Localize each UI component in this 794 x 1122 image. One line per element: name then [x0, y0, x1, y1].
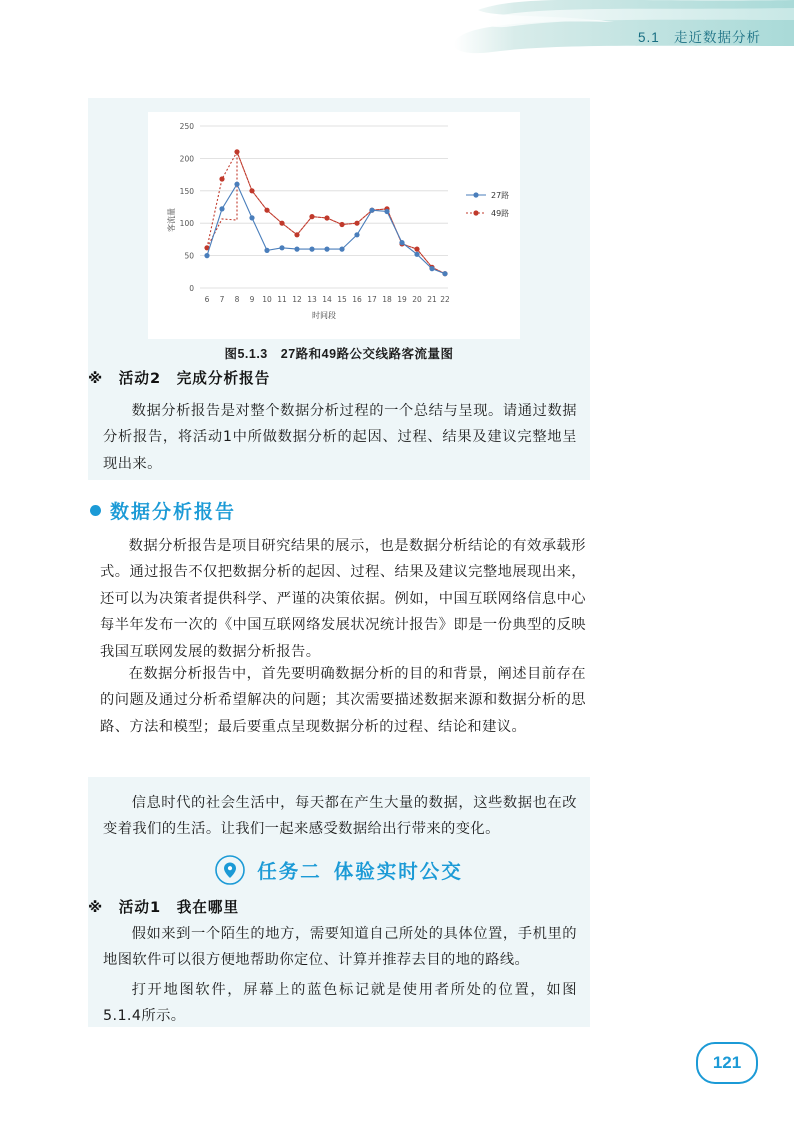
task-title: 体验实时公交: [333, 860, 463, 883]
activity1-paragraph-1: 假如来到一个陌生的地方，需要知道自己所处的具体位置，手机里的地图软件可以很方便地帮助你定位、计算并推荐去目的地的路线。: [103, 926, 577, 969]
svg-text:12: 12: [292, 295, 302, 304]
svg-text:49路: 49路: [491, 209, 510, 218]
task-banner: [88, 855, 590, 885]
svg-text:50: 50: [184, 251, 194, 261]
page-header: [434, 0, 794, 62]
svg-text:150: 150: [179, 186, 194, 196]
svg-text:8: 8: [234, 295, 240, 304]
svg-text:9: 9: [249, 295, 255, 304]
activity1-heading: ※ 活动1 我在哪里: [88, 899, 240, 916]
activity1-paragraph-2: 打开地图软件，屏幕上的蓝色标记就是使用者所处的位置，如图5.1.4所示。: [103, 982, 577, 1025]
report-paragraph-1: 数据分析报告是项目研究结果的展示，也是数据分析结论的有效承载形式。通过报告不仅把数据分析的起因、过程、结果及建议完整地展现出来，还可以为决策者提供科学、严谨的决策依据。例如，中国互联网络信息中心每半年发布一次的《中国互联网络发展状况统计报告》即是一份典型的反映我国互联网发展的数据分析报告。: [100, 538, 586, 660]
header-title: [638, 26, 761, 46]
activity2-paragraph: 数据分析报告是对整个数据分析过程的一个总结与呈现。请通过数据分析报告，将活动1中所做数据分析的起因、过程、结果及建议完整地呈现出来。: [103, 403, 577, 472]
svg-text:14: 14: [322, 295, 332, 304]
bullet-icon: [90, 505, 101, 516]
report-paragraph-2: 在数据分析报告中，首先要明确数据分析的目的和背景，阐述目前存在的问题及通过分析希望解决的问题；其次需要描述数据来源和数据分析的思路、方法和模型；最后要重点呈现数据分析的过程、结论和建议。: [100, 666, 586, 735]
activity2-heading: ※ 活动2 完成分析报告: [88, 370, 271, 387]
svg-text:7: 7: [219, 295, 225, 304]
location-pin-icon: [215, 855, 245, 885]
svg-text:15: 15: [337, 295, 347, 304]
quote-paragraph: 信息时代的社会生活中，每天都在产生大量的数据，这些数据也在改变着我们的生活。让我们一起来感受数据给出行带来的变化。: [103, 795, 577, 838]
page-number: 121: [696, 1042, 758, 1084]
svg-text:10: 10: [262, 295, 272, 304]
svg-text:17: 17: [367, 295, 377, 304]
svg-text:16: 16: [352, 295, 362, 304]
task-label: 任务二: [257, 860, 322, 883]
svg-text:18: 18: [382, 295, 392, 304]
bus-passenger-flow-chart: [148, 112, 520, 339]
svg-text:250: 250: [179, 122, 194, 131]
svg-text:11: 11: [277, 295, 287, 304]
svg-text:22: 22: [440, 295, 450, 304]
svg-text:21: 21: [427, 295, 437, 304]
section-heading-text: 数据分析报告: [110, 501, 237, 523]
svg-text:0: 0: [189, 284, 194, 293]
header-section-number: 5.1: [637, 30, 660, 45]
svg-text:客流量: 客流量: [167, 208, 176, 232]
svg-text:100: 100: [179, 219, 194, 229]
svg-text:19: 19: [397, 295, 407, 304]
svg-text:20: 20: [412, 295, 422, 304]
svg-text:6: 6: [204, 295, 210, 304]
figure-caption: 图5.1.3 27路和49路公交线路客流量图: [224, 347, 454, 361]
section-heading-report: [90, 497, 236, 524]
svg-text:200: 200: [179, 154, 194, 164]
svg-text:27路: 27路: [491, 191, 510, 200]
svg-text:时间段: 时间段: [312, 311, 336, 320]
svg-text:13: 13: [307, 295, 317, 304]
header-section-title: 走近数据分析: [674, 30, 761, 45]
